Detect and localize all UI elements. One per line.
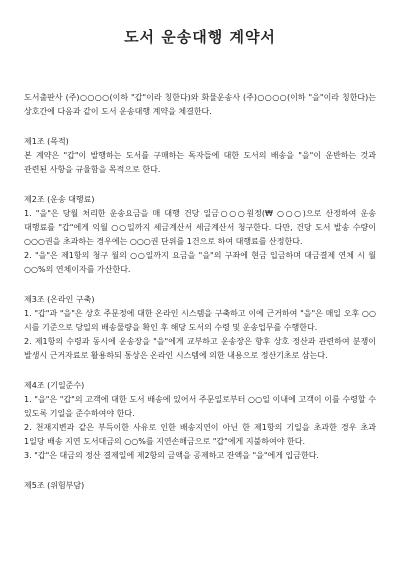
article-paragraph: 1. "을"은 "갑"의 고객에 대한 도서 배송에 있어서 주문일로부터 ○○일 이내에 고객이 이를 수령할 수 있도록 기일을 준수하여야 한다. (24, 395, 376, 418)
article-paragraph: 3. "갑"은 대금의 정산 결제일에 제2항의 금액을 공제하고 잔액을 "을"에게 입금한다. (24, 451, 319, 460)
article-4 (24, 379, 376, 463)
article-paragraph: 1. "갑"과 "을"은 상호 주문정에 대한 온라인 시스템을 구축하고 이에 근거하여 "을"은 매일 오후 ○○시를 기준으로 당일의 배송물량을 확인 후 해당 도서의 수령 및 운송업무를 수행한다. (24, 309, 376, 332)
article-paragraph: 2. "을"은 제1항의 청구 월의 ○○일까지 요금을 "을"의 구좌에 현금 입금하며 대금결제 연체 시 월 ○○%의 연체이자를 가산한다. (24, 251, 376, 274)
article-paragraph: 2. 천재지변과 같은 부득이한 사유로 인한 배송지연이 아닌 한 제1항의 기일을 초과한 경우 초과 1일당 배송 지연 도서대금의 ○○%를 지연손해금으로 "갑"에게 지불하여야 한다. (24, 423, 376, 446)
article-heading: 제5조 (위험부담) (24, 481, 85, 490)
article-heading: 제3조 (온라인 구축) (24, 295, 95, 304)
article-3 (24, 293, 376, 363)
article-1 (24, 135, 376, 177)
article-paragraph: 2. 제1항의 수령과 동시에 운송장을 "을"에게 교부하고 운송장은 향후 상호 정산과 관련하여 분쟁이 발생시 근거자료로 활용하되 통상은 온라인 시스템에 의한 내용으로 정산기초로 삼는다. (24, 337, 376, 360)
article-heading: 제2조 (운송 대행료) (24, 195, 95, 204)
article-5 (24, 479, 376, 493)
document-title: 도서 운송대행 계약서 (124, 28, 276, 46)
article-paragraph: 1. "을"은 당월 처리한 운송요금을 매 대행 건당 일금○○○원정(₩ ○○○)으로 산정하여 운송 대행료를 "갑"에게 익월 ○○일까지 세금계산서 세금계산서 청구한다. 다만, 건당 도서 발송 수량이 ○○○권을 초과하는 경우에는 ○○○권 단위를 1건으로 하여 대행료를 산정한다. (24, 209, 376, 246)
intro-section (24, 91, 376, 119)
article-heading: 제1조 (목적) (24, 137, 69, 146)
intro-paragraph: 도서출판사 (주)○○○○(이하 "갑"이라 칭한다)와 화물운송사 (주)○○○○(이하 "을"이라 칭한다)는 상호간에 다음과 같이 도서 운송대행 계약을 체결한다. (24, 93, 376, 116)
article-heading: 제4조 (기일준수) (24, 381, 85, 390)
article-2 (24, 193, 376, 277)
article-paragraph: 본 계약은 "갑"이 발행하는 도서를 구매하는 독자들에 대한 도서의 배송을 "을"이 운반하는 것과 관련된 사항을 규율함을 목적으로 한다. (24, 151, 376, 174)
